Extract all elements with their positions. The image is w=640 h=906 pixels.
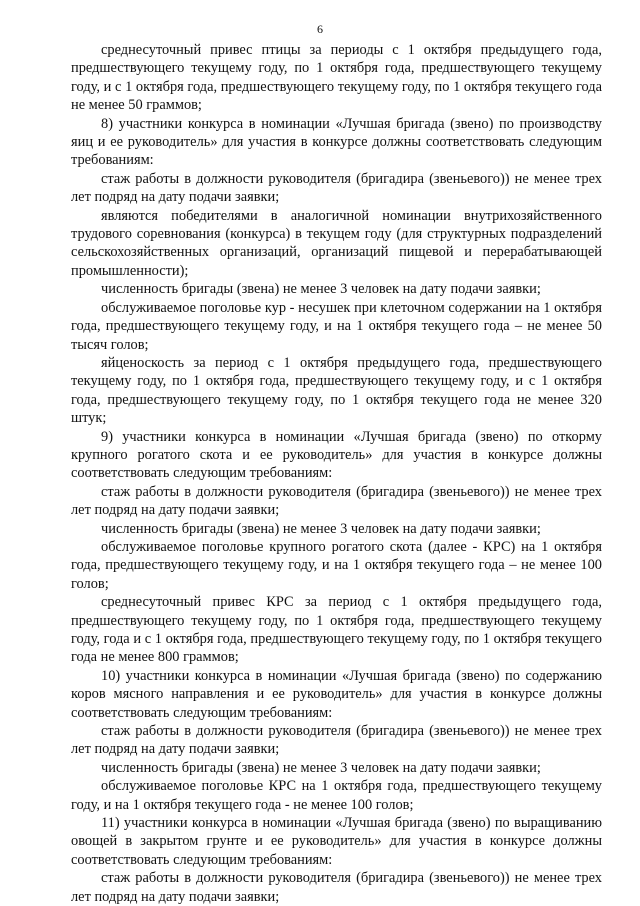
paragraph-team-size: численность бригады (звена) не менее 3 человек на дату подачи заявки; [101,281,541,298]
paragraph-item-10-beef-cows: 10) участники конкурса в номинации «Лучшая бригада (звено) по содержанию коров мясного направления и ее руководитель» для участия в конкурсе должны соответствовать следующим требованиям: [71,667,602,721]
paragraph-cattle-weight-gain: среднесуточный привес КРС за период с 1 октября предыдущего года, предшествующего текущему году, по 1 октября года, предшествующего текущему году, года и с 1 октября года, предшествующего текущему году, по 1 октября текущего года не менее 800 граммов; [71,594,602,666]
paragraph-item-8-eggs-nomination: 8) участники конкурса в номинации «Лучшая бригада (звено) по производству яиц и ее руководитель» для участия в конкурсе должны соответствовать следующим требованиям: [71,115,602,169]
paragraph-beef-cows-count: обслуживаемое поголовье КРС на 1 октября года, предшествующего текущему году, и на 1 октября текущего года - не менее 100 голов; [71,778,602,813]
paragraph-work-experience: стаж работы в должности руководителя (бригадира (звеньевого)) не менее трех лет подряд на дату подачи заявки; [71,170,602,206]
paragraph-cattle-count: обслуживаемое поголовье крупного рогатого скота (далее - КРС) на 1 октября года, предшествующего текущему году, и на 1 октября текущего года – не менее 100 голов; [71,538,602,592]
paragraph-work-experience: стаж работы в должности руководителя (бригадира (звеньевого)) не менее трех лет подряд на дату подачи заявки; [71,483,602,519]
paragraph-laying-hens-count: обслуживаемое поголовье кур - несушек при клеточном содержании на 1 октября года, предшествующего текущему году, и на 1 октября текущего года – не менее 50 тысяч голов; [71,299,602,353]
paragraph-work-experience: стаж работы в должности руководителя (бригадира (звеньевого)) не менее трех лет подряд на дату подачи заявки; [71,870,602,905]
paragraph-egg-production: яйценоскость за период с 1 октября предыдущего года, предшествующего текущему году, по 1 октября года, предшествующего текущему году, и с 1 октября года, предшествующего текущему году, по 1 октября текущего года не менее 320 штук; [71,354,602,427]
document-body [71,41,602,906]
paragraph-team-size: численность бригады (звена) не менее 3 человек на дату подачи заявки; [101,520,541,537]
page-number: 6 [317,22,323,36]
paragraph-poultry-weight-gain: среднесуточный привес птицы за периоды с 1 октября предыдущего года, предшествующего текущему году, по 1 октября года, предшествующего текущему году, и с 1 октября года, предшествующего текущему году, по 1 октября текущего года не менее 50 граммов; [71,42,602,114]
paragraph-item-9-cattle-fattening: 9) участники конкурса в номинации «Лучшая бригада (звено) по откорму крупного рогатого скота и ее руководитель» для участия в конкурсе должны соответствовать следующим требованиям: [71,428,602,482]
paragraph-item-11-greenhouse-vegetables: 11) участники конкурса в номинации «Лучшая бригада (звено) по выращиванию овощей в закрытом грунте и ее руководитель» для участия в конкурсе должны соответствовать следующим требованиям: [71,815,602,868]
paragraph-team-size: численность бригады (звена) не менее 3 человек на дату подачи заявки; [101,759,541,776]
paragraph-work-experience: стаж работы в должности руководителя (бригадира (звеньевого)) не менее трех лет подряд на дату подачи заявки; [71,723,602,758]
paragraph-competition-winners: являются победителями в аналогичной номинации внутрихозяйственного трудового соревнования (конкурса) в текущем году (для структурных подразделений сельскохозяйственных организаций, организаций пищевой и перерабатывающей промышленности); [71,207,602,279]
